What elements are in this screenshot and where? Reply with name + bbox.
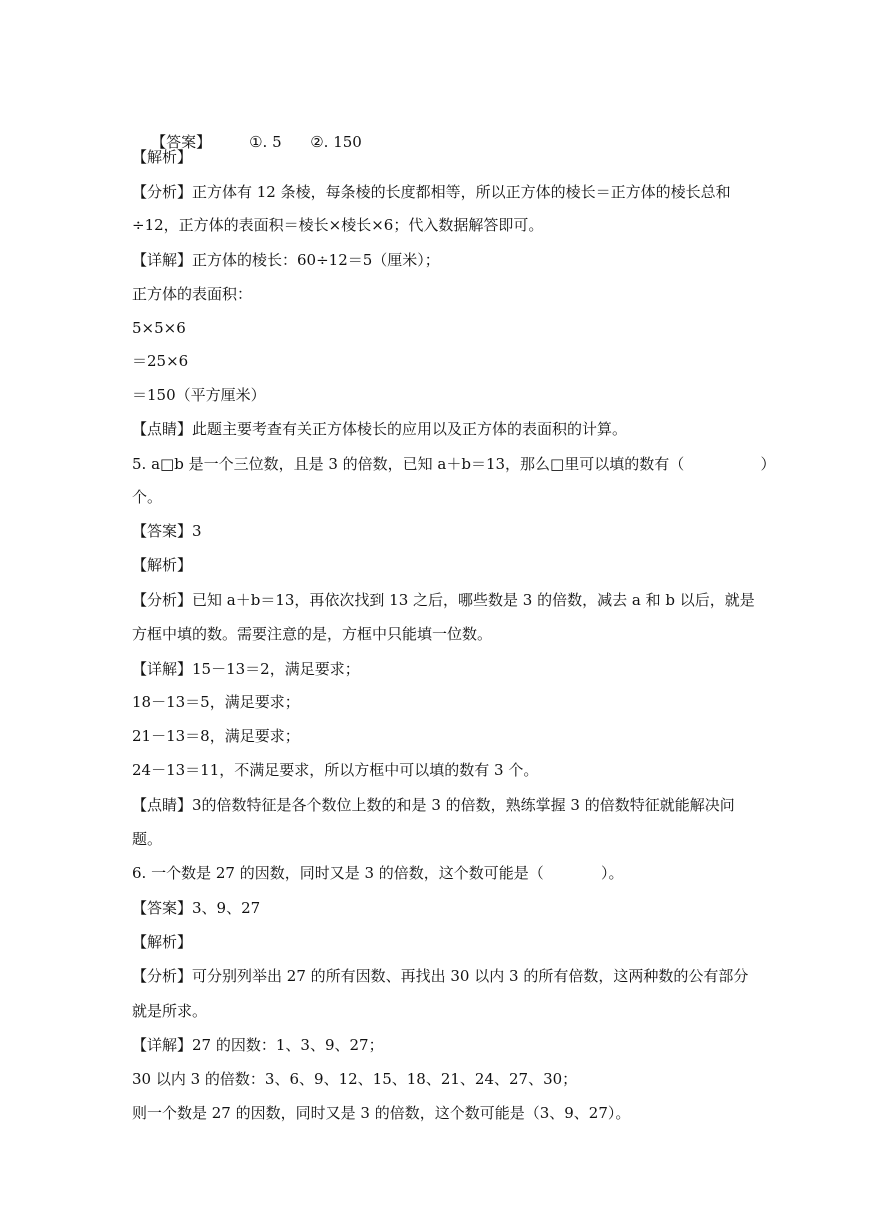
q5-detail-line-4: 24－13＝11，不满足要求，所以方框中可以填的数有 3 个。 bbox=[132, 761, 539, 779]
q6-analysis-line-2: 就是所求。 bbox=[132, 1002, 208, 1020]
q4-detail-line-2: 正方体的表面积： bbox=[132, 285, 253, 303]
q6-answer: 【答案】3、9、27 bbox=[132, 899, 261, 917]
q6-analysis-label: 【解析】 bbox=[132, 933, 193, 951]
q4-detail-line-5: ＝150（平方厘米） bbox=[132, 386, 266, 404]
q6-detail-line-1: 【详解】27 的因数：1、3、9、27； bbox=[132, 1036, 384, 1054]
q6-detail-line-2: 30 以内 3 的倍数：3、6、9、12、15、18、21、24、27、30； bbox=[132, 1070, 578, 1088]
q4-detail-line-3: 5×5×6 bbox=[132, 319, 186, 337]
q5-analysis-label: 【解析】 bbox=[132, 556, 193, 574]
q4-analysis-line-1: 【分析】正方体有 12 条棱，每条棱的长度都相等，所以正方体的棱长＝正方体的棱长总和 bbox=[132, 183, 731, 201]
q6-detail-line-3: 则一个数是 27 的因数，同时又是 3 的倍数，这个数可能是（3、9、27）。 bbox=[132, 1104, 631, 1122]
q4-analysis-line-2: ÷12，正方体的表面积＝棱长×棱长×6；代入数据解答即可。 bbox=[132, 216, 544, 234]
q4-detail-line-4: ＝25×6 bbox=[132, 352, 189, 370]
q5-detail-line-1: 【详解】15－13＝2，满足要求； bbox=[132, 660, 360, 678]
answer-label: 【答案】 bbox=[151, 133, 212, 151]
q5-analysis-line-1: 【分析】已知 a＋b＝13，再依次找到 13 之后，哪些数是 3 的倍数，减去 a 和 b 以后，就是 bbox=[132, 591, 755, 609]
answer-text: ①. 5 ②. 150 bbox=[249, 133, 362, 151]
q5-analysis-line-2: 方框中填的数。需要注意的是，方框中只能填一位数。 bbox=[132, 625, 493, 643]
q5-detail-line-3: 21－13＝8，满足要求； bbox=[132, 727, 300, 745]
q5-question-line-2: 个。 bbox=[132, 488, 163, 506]
q5-comment-line-1: 【点睛】3的倍数特征是各个数位上数的和是 3 的倍数，熟练掌握 3 的倍数特征就能解决问 bbox=[132, 796, 735, 814]
q4-comment: 【点睛】此题主要考查有关正方体棱长的应用以及正方体的表面积的计算。 bbox=[132, 420, 628, 438]
q5-detail-line-2: 18－13＝5，满足要求； bbox=[132, 693, 300, 711]
q6-analysis-line-1: 【分析】可分别列举出 27 的所有因数、再找出 30 以内 3 的所有倍数，这两种数的公有部分 bbox=[132, 967, 749, 985]
q5-answer: 【答案】3 bbox=[132, 522, 202, 540]
q5-comment-line-2: 题。 bbox=[132, 830, 163, 848]
q5-question-line-1: 5. a□b 是一个三位数，且是 3 的倍数，已知 a＋b＝13，那么□里可以填的数有（ ） bbox=[132, 455, 776, 473]
q6-question: 6. 一个数是 27 的因数，同时又是 3 的倍数，这个数可能是（ ）。 bbox=[132, 864, 624, 882]
q4-detail-line-1: 【详解】正方体的棱长：60÷12＝5（厘米）； bbox=[132, 251, 440, 269]
q4-analysis-label: 【解析】 bbox=[132, 148, 193, 166]
